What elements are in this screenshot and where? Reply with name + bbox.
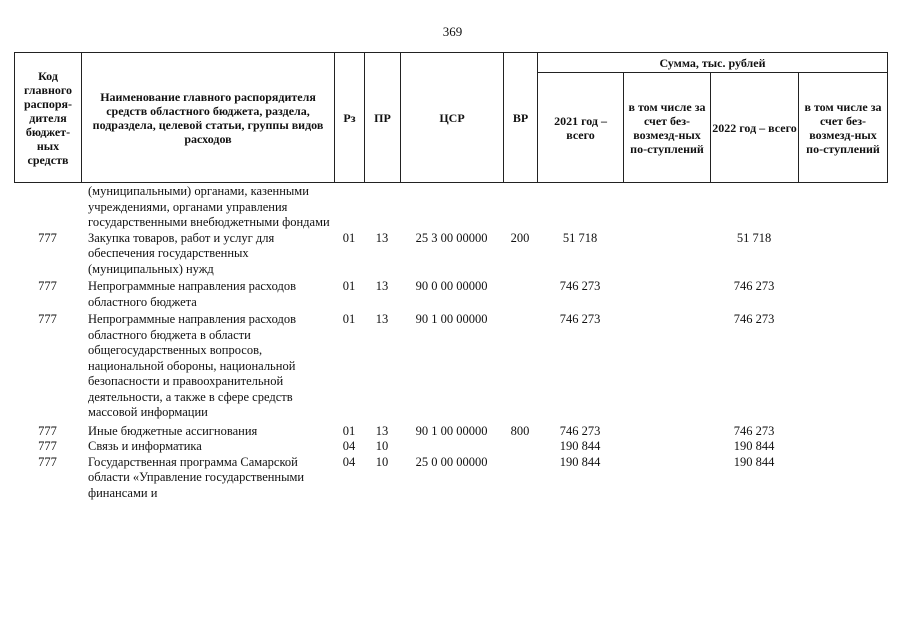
cell-vr: 200 xyxy=(510,230,530,245)
header-csr: ЦСР xyxy=(401,53,504,183)
cell-name: Иные бюджетные ассигнования xyxy=(88,423,258,438)
cell-incl2022 xyxy=(798,424,887,440)
cell-incl2022 xyxy=(798,439,887,455)
cell-rz: 04 xyxy=(342,439,356,453)
cell-rz: 04 xyxy=(342,454,356,469)
cell-vr xyxy=(503,184,537,231)
table-row xyxy=(14,231,887,280)
cell-pr: 13 xyxy=(375,230,389,245)
cell-csr: 25 0 00 00000 xyxy=(415,454,488,469)
cell-vr xyxy=(503,279,537,312)
header-2022-incl: в том числе за счет без-возмезд-ных по-ступлений xyxy=(799,73,888,183)
header-2021-incl: в том числе за счет без-возмезд-ных по-ступлений xyxy=(624,73,711,183)
cell-y2022 xyxy=(710,184,798,231)
cell-csr: 90 1 00 00000 xyxy=(415,312,488,326)
header-vr: ВР xyxy=(504,53,538,183)
cell-name: Государственная программа Самарской области «Управление государственными финансами и xyxy=(88,454,305,500)
cell-y2021: 190 844 xyxy=(559,439,601,453)
cell-name: (муниципальными) органами, казенными учреждениями, органами управления государственными внебюджетными фондами xyxy=(88,184,330,229)
cell-pr xyxy=(364,184,400,231)
header-name: Наименование главного распорядителя средств областного бюджета, раздела, подраздела, целевой статьи, группы видов расходов xyxy=(82,53,335,183)
cell-incl2021 xyxy=(623,424,710,440)
cell-vr xyxy=(503,439,537,455)
header-2021-total: 2021 год – всего xyxy=(538,73,624,183)
cell-csr: 90 1 00 00000 xyxy=(415,423,488,438)
table-row xyxy=(14,455,887,502)
table-row xyxy=(14,424,887,440)
table-row xyxy=(14,312,887,424)
cell-incl2022 xyxy=(798,231,887,280)
cell-incl2021 xyxy=(623,231,710,280)
header-pr: ПР xyxy=(365,53,401,183)
cell-vr: 800 xyxy=(510,423,530,438)
cell-pr: 13 xyxy=(375,423,389,438)
cell-y2022: 746 273 xyxy=(733,423,775,438)
table-body xyxy=(14,184,887,501)
cell-y2022: 746 273 xyxy=(733,312,775,326)
cell-incl2022 xyxy=(798,279,887,312)
cell-incl2022 xyxy=(798,312,887,424)
cell-y2022: 746 273 xyxy=(733,279,775,293)
cell-csr: 90 0 00 00000 xyxy=(415,279,488,293)
cell-y2021: 746 273 xyxy=(559,423,601,438)
cell-incl2021 xyxy=(623,279,710,312)
cell-name: Связь и информатика xyxy=(88,439,202,453)
table-header xyxy=(14,52,888,183)
cell-pr: 10 xyxy=(375,439,389,453)
cell-y2021: 746 273 xyxy=(559,279,601,293)
cell-csr xyxy=(400,439,503,455)
cell-name: Непрограммные направления расходов областного бюджета в области общегосударственных вопросов, национальной обороны, национальной безопасности и правоохранительной деятельности, а также в сфере средств массовой информации xyxy=(88,312,296,419)
cell-code: 777 xyxy=(38,454,57,469)
cell-incl2021 xyxy=(623,312,710,424)
cell-code: 777 xyxy=(38,279,57,293)
header-code: Код главного распоря-дителя бюджет-ных средств xyxy=(15,53,82,183)
cell-y2021: 190 844 xyxy=(559,454,601,469)
cell-rz: 01 xyxy=(342,279,356,293)
cell-rz: 01 xyxy=(342,312,356,326)
cell-y2021 xyxy=(537,184,623,231)
cell-pr: 13 xyxy=(375,279,389,293)
cell-y2022: 190 844 xyxy=(733,439,775,453)
cell-incl2021 xyxy=(623,184,710,231)
header-rz: Рз xyxy=(335,53,365,183)
cell-incl2021 xyxy=(623,455,710,502)
cell-csr: 25 3 00 00000 xyxy=(415,230,488,245)
table-row xyxy=(14,279,887,312)
cell-incl2021 xyxy=(623,439,710,455)
cell-y2022: 190 844 xyxy=(733,454,775,469)
cell-code: 777 xyxy=(38,439,57,453)
cell-y2022: 51 718 xyxy=(736,230,772,245)
cell-y2021: 51 718 xyxy=(562,230,598,245)
cell-rz: 01 xyxy=(342,230,356,245)
cell-y2021: 746 273 xyxy=(559,312,601,326)
header-sum: Сумма, тыс. рублей xyxy=(538,53,888,73)
cell-rz: 01 xyxy=(342,423,356,438)
table-row xyxy=(14,184,887,231)
cell-incl2022 xyxy=(798,455,887,502)
cell-vr xyxy=(503,312,537,424)
cell-name: Закупка товаров, работ и услуг для обеспечения государственных (муниципальных) нужд xyxy=(88,230,275,276)
cell-code xyxy=(14,184,81,231)
table-row xyxy=(14,439,887,455)
cell-pr: 13 xyxy=(375,312,389,326)
cell-vr xyxy=(503,455,537,502)
cell-pr: 10 xyxy=(375,454,389,469)
cell-code: 777 xyxy=(38,423,57,438)
cell-incl2022 xyxy=(798,184,887,231)
cell-code: 777 xyxy=(38,230,57,245)
cell-rz xyxy=(334,184,364,231)
header-2022-total: 2022 год – всего xyxy=(711,73,799,183)
page-number: 369 xyxy=(442,24,463,39)
cell-code: 777 xyxy=(38,312,57,326)
cell-name: Непрограммные направления расходов областного бюджета xyxy=(88,279,296,309)
cell-csr xyxy=(400,184,503,231)
